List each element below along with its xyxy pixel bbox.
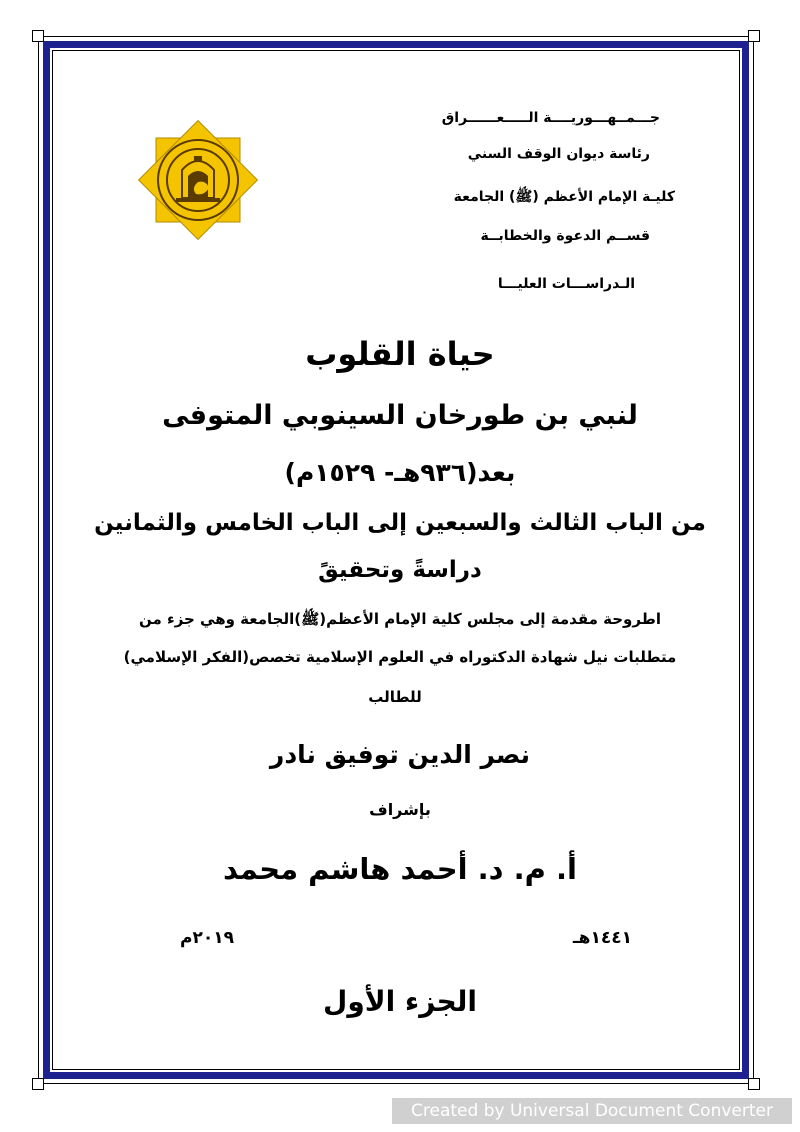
author-line: لنبي بن طورخان السينوبي المتوفى	[162, 400, 638, 431]
page-title: حياة القلوب	[305, 335, 495, 373]
header-endowment: رئاسة ديوان الوقف السني	[467, 146, 650, 162]
volume-label: الجزء الأول	[323, 985, 477, 1018]
converter-watermark: Created by Universal Document Converter	[392, 1098, 792, 1124]
death-date-line: بعد(٩٣٦هـ- ١٥٢٩م)	[284, 458, 516, 487]
header-college: كليـة الإمام الأعظم (ﷺ) الجامعة	[453, 189, 675, 205]
student-name: نصر الدين توفيق نادر	[269, 740, 531, 769]
header-republic: جـــمــهـــوريــــة الـــــعــــــراق	[441, 110, 660, 126]
student-label: للطالب	[368, 688, 422, 706]
scope-line: من الباب الثالث والسبعين إلى الباب الخامس والثمانين	[94, 510, 706, 536]
study-line: دراسةً وتحقيقً	[318, 557, 482, 583]
header-department: قســم الدعوة والخطابــة	[480, 228, 650, 244]
thesis-line-2: متطلبات نيل شهادة الدكتوراه في العلوم الإسلامية تخصص(الفكر الإسلامي)	[123, 648, 677, 666]
thesis-line-1: اطروحة مقدمة إلى مجلس كلية الإمام الأعظم(ﷺ)الجامعة وهي جزء من	[139, 610, 661, 628]
header-graduate-studies: الـدراســـات العليـــا	[497, 276, 635, 292]
supervisor-name: أ. م. د. أحمد هاشم محمد	[223, 852, 577, 886]
date-hijri: ١٤٤١هـ	[572, 928, 632, 948]
date-gregorian: ٢٠١٩م	[180, 928, 234, 948]
supervision-label: بإشراف	[369, 800, 431, 819]
